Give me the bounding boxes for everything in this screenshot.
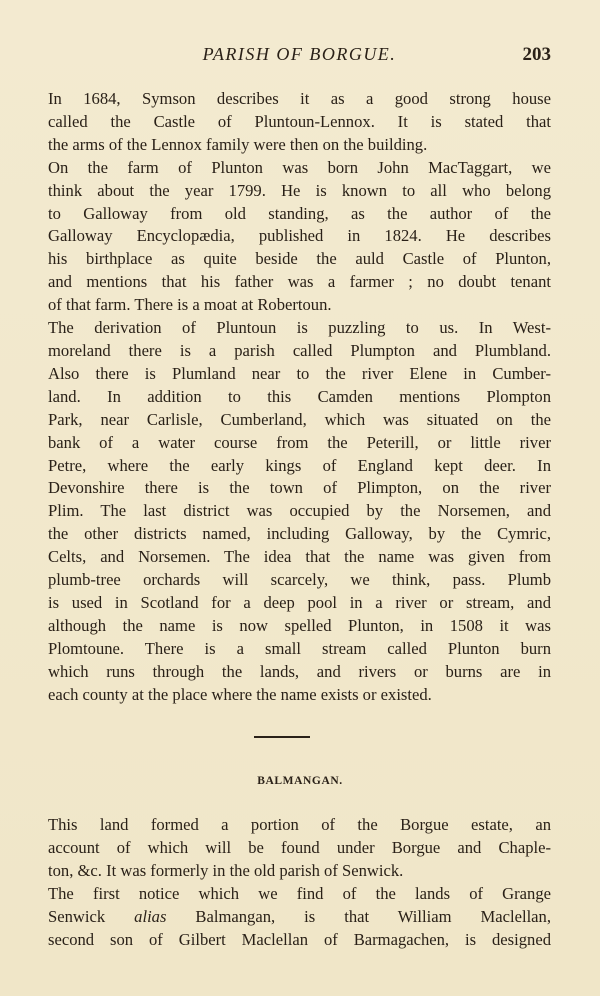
text-line: land. In addition to this Camden mentions Plompton	[48, 386, 551, 406]
text-line: Plomtoune. There is a small stream called Plunton burn	[48, 638, 551, 658]
page-number: 203	[522, 44, 551, 65]
text-line: The derivation of Pluntoun is puzzling to us. In West-	[48, 318, 551, 338]
text-line: On the farm of Plunton was born John MacTaggart, we	[48, 157, 551, 177]
section-heading: BALMANGAN.	[257, 775, 343, 787]
text-line-mixed	[48, 906, 551, 929]
section-text	[48, 814, 551, 951]
text-line: Petre, where the early kings of England kept deer. In	[48, 455, 551, 475]
text-line: Also there is Plumland near to the river Elene in Cumber-	[48, 363, 551, 383]
text-line: second son of Gilbert Maclellan of Barmagachen, is designed	[48, 929, 551, 949]
text-line: although the name is now spelled Plunton, in 1508 it was	[48, 615, 551, 635]
text-line: the arms of the Lennox family were then on the building.	[48, 134, 428, 154]
paragraph-first-notice	[48, 883, 551, 952]
text-line: This land formed a portion of the Borgue estate, an	[48, 815, 551, 834]
text-line: Plim. The last district was occupied by the Norsemen, and	[48, 501, 551, 521]
text-line: his birthplace as quite beside the auld Castle of Plunton,	[48, 249, 551, 269]
text-line: bank of a water course from the Peterill, or little river	[48, 432, 551, 452]
text-line: Park, near Carlisle, Cumberland, which was situated on the	[48, 409, 551, 429]
running-title: PARISH OF BORGUE.	[202, 44, 397, 64]
text-line: is used in Scotland for a deep pool in a river or stream, and	[48, 592, 551, 612]
italic-word: alias	[134, 906, 167, 926]
text-line: of that farm. There is a moat at Robertoun.	[48, 295, 332, 315]
section-divider	[254, 736, 310, 738]
text-line: called the Castle of Pluntoun-Lennox. It is stated that	[48, 111, 551, 131]
text-line: and mentions that his father was a farmer ; no doubt tenant	[48, 272, 551, 292]
paragraph-mactaggart	[48, 157, 551, 317]
text-line: Galloway Encyclopædia, published in 1824. He describes	[48, 226, 551, 246]
paragraph-derivation	[48, 317, 551, 706]
paragraph-balmangan-estate	[48, 814, 551, 883]
running-head	[48, 44, 551, 68]
text-segment: Senwick	[48, 906, 135, 926]
text-line: account of which will be found under Borgue and Chaple-	[48, 837, 551, 857]
text-line: plumb-tree orchards will scarcely, we think, pass. Plumb	[48, 570, 551, 590]
text-line: The first notice which we find of the lands of Grange	[48, 883, 551, 903]
main-text	[48, 88, 551, 706]
text-line: which runs through the lands, and rivers or burns are in	[48, 661, 551, 681]
text-line: Celts, and Norsemen. The idea that the name was given from	[48, 547, 551, 567]
text-line: moreland there is a parish called Plumpton and Plumbland.	[48, 340, 551, 360]
text-line: In 1684, Symson describes it as a good strong house	[48, 89, 551, 108]
text-line: the other districts named, including Galloway, by the Cymric,	[48, 524, 551, 544]
text-line: ton, &c. It was formerly in the old parish of Senwick.	[48, 860, 404, 880]
text-line: Devonshire there is the town of Plimpton, on the river	[48, 478, 551, 498]
text-line: to Galloway from old standing, as the author of the	[48, 203, 551, 223]
text-line: each county at the place where the name exists or existed.	[48, 684, 432, 704]
text-line: think about the year 1799. He is known to all who belong	[48, 180, 551, 200]
text-segment: Balmangan, is that William Maclellan,	[166, 906, 551, 926]
paragraph-symson	[48, 88, 551, 157]
